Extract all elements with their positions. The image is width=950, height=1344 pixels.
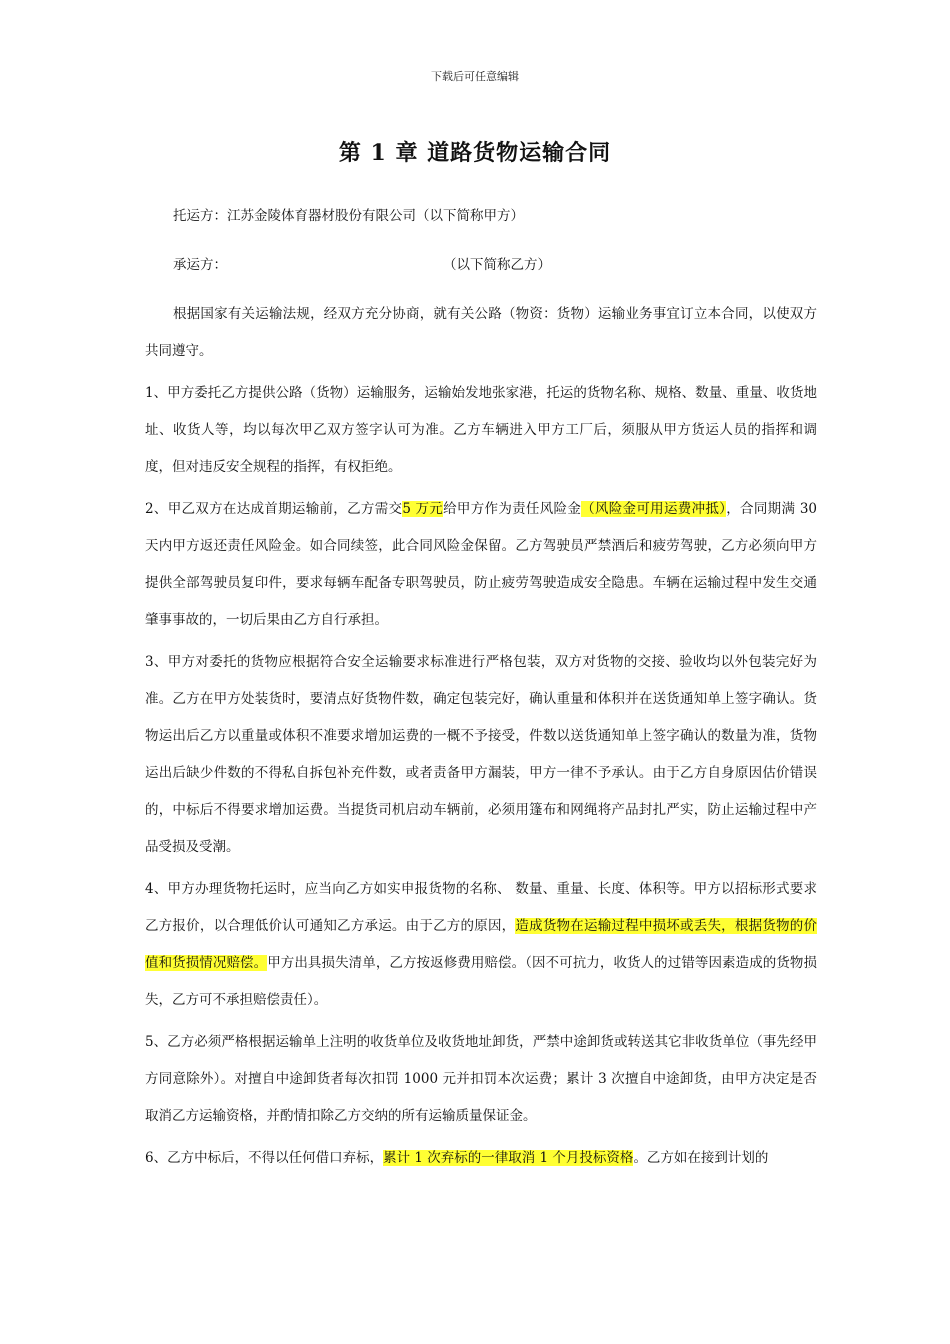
carrier-line — [145, 247, 817, 284]
document-title: 第 1 章 道路货物运输合同 — [338, 140, 612, 166]
document-body — [145, 198, 817, 1182]
clause-6-highlight-bid: 累计 1 次弃标的一律取消 1 个月投标资格 — [383, 1150, 634, 1166]
clause-1: 1、甲方委托乙方提供公路（货物）运输服务，运输始发地张家港，托运的货物名称、规格、数量、重量、收货地址、收货人等，均以每次甲乙双方签字认可为准。乙方车辆进入甲方工厂后，须服从甲方货运人员的指挥和调度，但对违反安全规程的指挥，有权拒绝。 — [145, 385, 817, 475]
clause-2-text-b: 给甲方作为责任风险金 — [443, 501, 582, 517]
clause-5: 5、乙方必须严格根据运输单上注明的收货单位及收货地址卸货，严禁中途卸货或转送其它非收货单位（事先经甲方同意除外）。对擅自中途卸货者每次扣罚 1000 元并扣罚本次运费；累计 3 次擅自中途卸货，由甲方决定是否取消乙方运输资格，并酌情扣除乙方交纳的所有运输质量保证金。 — [145, 1034, 817, 1124]
clause-2-text-a: 2、甲乙双方在达成首期运输前，乙方需交 — [145, 501, 403, 517]
clause-4-text-a: 4、甲方办理货物托运时，应当向乙方如实申报货物的名称、 数量、重量、长度、体积等。甲方以招标形式要求乙方报价，以合理低价认可通知乙方承运。由于乙方的原因， — [145, 881, 817, 934]
clause-6-text-a: 6、乙方中标后，不得以任何借口弃标， — [145, 1150, 384, 1166]
clause-6-text-b: 。乙方如在接到计划的 — [633, 1150, 769, 1166]
clause-4-text-b: 甲方出具损失清单，乙方按返修费用赔偿。（因不可抗力，收货人的过错等因素造成的货物损失，乙方可不承担赔偿责任）。 — [145, 955, 818, 1008]
clause-4 — [145, 871, 817, 1019]
clause-3: 3、甲方对委托的货物应根据符合安全运输要求标准进行严格包装，双方对货物的交接、验收均以外包装完好为准。乙方在甲方处装货时，要清点好货物件数，确定包装完好，确认重量和体积并在送货通知单上签字确认。货物运出后乙方以重量或体积不准要求增加运费的一概不予接受，件数以送货通知单上签字确认的数量为准，货物运出后缺少件数的不得私自拆包补充件数，或者责备甲方漏装，甲方一律不予承认。由于乙方自身原因估价错误的，中标后不得要求增加运费。当提货司机启动车辆前，必须用篷布和网绳将产品封扎严实，防止运输过程中产品受损及受潮。 — [145, 654, 817, 855]
clause-2 — [145, 491, 817, 639]
clause-2-highlight-deposit: 5 万元 — [402, 501, 444, 517]
page-header-note: 下载后可任意编辑 — [431, 70, 519, 83]
carrier-label: 承运方： — [173, 257, 227, 273]
clause-2-text-c: ，合同期满 30 天内甲方返还责任风险金。如合同续签，此合同风险金保留。乙方驾驶员严禁酒后和疲劳驾驶，乙方必须向甲方提供全部驾驶员复印件，要求每辆车配备专职驾驶员，防止疲劳驾驶造成安全隐患。车辆在运输过程中发生交通肇事事故的，一切后果由乙方自行承担。 — [145, 501, 818, 628]
clause-6 — [145, 1140, 817, 1177]
clause-2-highlight-offset: （风险金可用运费冲抵） — [581, 501, 727, 517]
clause-4-highlight-damage: 造成货物在运输过程中损坏或丢失，根据货物的价值和货损情况赔偿。 — [145, 918, 817, 971]
preamble-paragraph: 根据国家有关运输法规，经双方充分协商，就有关公路（物资：货物）运输业务事宜订立本合同，以使双方共同遵守。 — [145, 306, 817, 359]
carrier-suffix: （以下简称乙方） — [443, 257, 551, 273]
shipper-line: 托运方：江苏金陵体育器材股份有限公司（以下简称甲方） — [173, 208, 524, 224]
